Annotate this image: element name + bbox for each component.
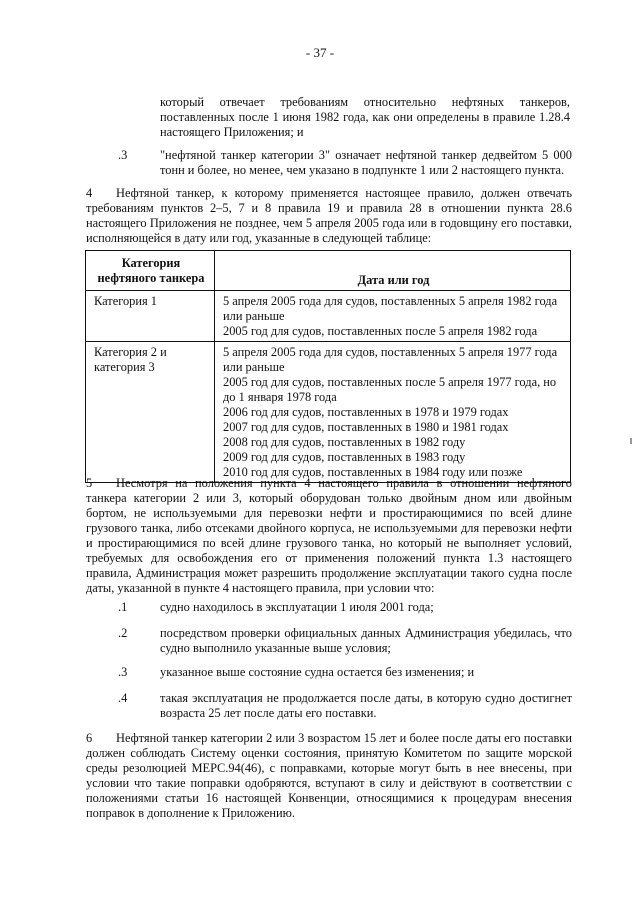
sub-item-text: такая эксплуатация не продолжается после даты, в которую судно достигнет возраста 25 лет после даты его поставки. xyxy=(160,691,572,720)
header-category: Категория нефтяного танкера xyxy=(86,251,215,291)
sub-item-number: .4 xyxy=(118,691,128,705)
scan-mark xyxy=(630,438,632,444)
category-cell: Категория 2 и категория 3 xyxy=(86,342,215,483)
paragraph-6-text: Нефтяной танкер категории 2 или 3 возрастом 15 лет и более после даты его поставки должен соблюдать Систему оценки состояния, принятую Комитетом по защите морской среды резолюцией MEPC.94(46), с поправками, которые могут быть в нее внесены, при условии что такие поправки одобряются, вступают в силу и действуют в соответствии с положениями статьи 16 настоящей Конвенции, относящимися к процедурам внесения поправок в дополнение к Приложению. xyxy=(86,731,572,820)
paragraph-5-number: 5 xyxy=(86,476,93,490)
sub-item-number: .1 xyxy=(118,600,128,614)
dates-cell: 5 апреля 2005 года для судов, поставленных 5 апреля 1982 года или раньше 2005 год для судов, поставленных после 5 апреля 1982 года xyxy=(215,291,571,342)
sub-item-text: посредством проверки официальных данных Администрация убедилась, что судно выполнило указанные выше условия; xyxy=(160,626,572,655)
paragraph-4-number: 4 xyxy=(86,186,93,200)
category-cell: Категория 1 xyxy=(86,291,215,342)
table-row xyxy=(86,342,571,483)
paragraph-6-number: 6 xyxy=(86,731,93,745)
item-3-number: .3 xyxy=(118,148,128,162)
sub-item-number: .3 xyxy=(118,665,128,679)
table-header-row xyxy=(86,251,571,291)
sub-item-text: судно находилось в эксплуатации 1 июля 2001 года; xyxy=(160,600,434,614)
sub-item-number: .2 xyxy=(118,626,128,640)
dates-cell: 5 апреля 2005 года для судов, поставленных 5 апреля 1977 года или раньше 2005 год для судов, поставленных после 5 апреля 1977 года, но до 1 января 1978 года 2006 год для судов, поставленных в 1978 и 1979 годах 2007 год для судов, поставленных в 1980 и 1981 годах 2008 год для судов, поставленных в 1982 году 2009 год для судов, поставленных в 1983 году 2010 год для судов, поставленных в 1984 году или позже xyxy=(215,342,571,483)
schedule-table xyxy=(85,250,571,483)
paragraph-5-text: Несмотря на положения пункта 4 настоящего правила в отношении нефтяного танкера категории 2 или 3, который оборудован только двойным дном или двойным бортом, не используемыми для перевозки нефти и простирающимися по всей длине грузового танка, либо отсеками двойного корпуса, не используемыми для перевозки нефти и простирающимися по всей длине грузового танка, но который не выполняет условий, требуемых для освобождения его от применения положений пункта 1.3 настоящего правила, Администрация может разрешить продолжение эксплуатации такого судна после даты, указанной в пункте 4 настоящего правила, при условии что: xyxy=(86,476,572,595)
paragraph-4-text: Нефтяной танкер, к которому применяется настоящее правило, должен отвечать требованиям пунктов 2–5, 7 и 8 правила 19 и правила 28 в отношении пункта 28.6 настоящего Приложения не позднее, чем 5 апреля 2005 года или в годовщину его поставки, исполняющейся в дату или год, указанные в следующей таблице: xyxy=(86,186,572,245)
continued-paragraph: который отвечает требованиям относительно нефтяных танкеров, поставленных после 1 июня 1982 года, как они определены в правиле 1.28.4 настоящего Приложения; и xyxy=(160,95,570,139)
page-number: - 37 - xyxy=(305,45,335,60)
table-row xyxy=(86,291,571,342)
item-3-text: "нефтяной танкер категории 3" означает нефтяной танкер дедвейтом 5 000 тонн и более, но менее, чем указано в подпункте 1 или 2 настоящего пункта. xyxy=(160,148,572,177)
sub-item-text: указанное выше состояние судна остается без изменения; и xyxy=(160,665,475,679)
header-date: Дата или год xyxy=(215,251,571,291)
